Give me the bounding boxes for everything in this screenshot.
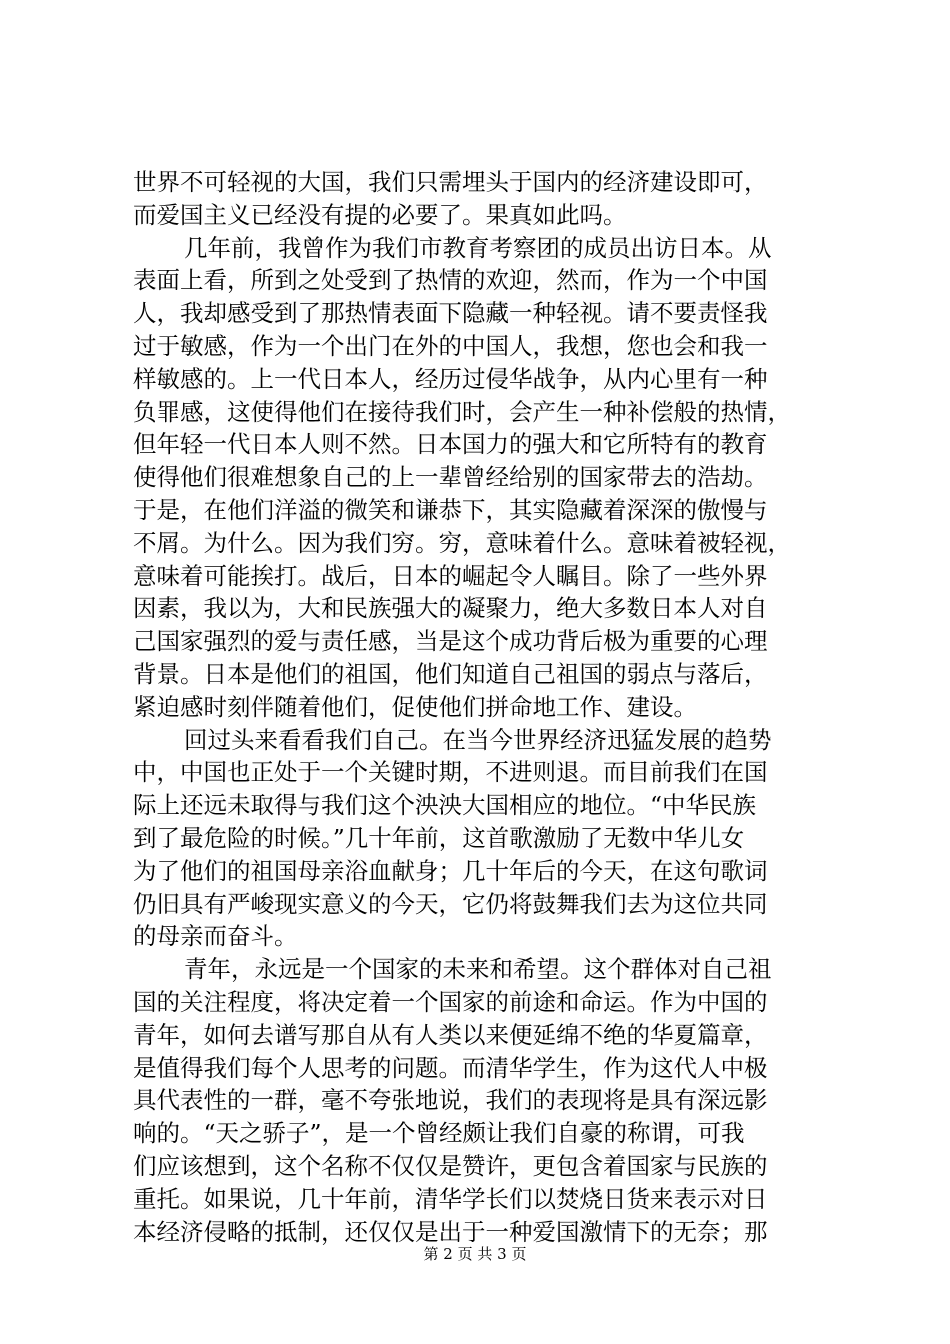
text-line: 因素，我以为，大和民族强大的凝聚力，绝大多数日本人对自 <box>133 594 768 623</box>
text-line: 青年，如何去谱写那自从有人类以来便延绵不绝的华夏篇章， <box>133 1020 768 1049</box>
text-line: 过于敏感，作为一个出门在外的中国人，我想，您也会和我一 <box>133 331 768 360</box>
text-line: 负罪感，这使得他们在接待我们时，会产生一种补偿般的热情， <box>133 397 791 426</box>
text-line: 不屑。为什么。因为我们穷。穷，意味着什么。意味着被轻视， <box>133 528 791 557</box>
body-text <box>133 166 833 1248</box>
text-line: 是值得我们每个人思考的问题。而清华学生，作为这代人中极 <box>133 1053 768 1082</box>
text-line: 为了他们的祖国母亲浴血献身；几十年后的今天，在这句歌词 <box>133 856 768 885</box>
text-line: 使得他们很难想象自己的上一辈曾经给别的国家带去的浩劫。 <box>133 463 768 492</box>
text-line: 仍旧具有严峻现实意义的今天，它仍将鼓舞我们去为这位共同 <box>133 889 768 918</box>
text-line: 青年，永远是一个国家的未来和希望。这个群体对自己祖 <box>184 955 772 984</box>
text-line: 世界不可轻视的大国，我们只需埋头于国内的经济建设即可， <box>133 168 768 196</box>
text-line: 人，我却感受到了那热情表面下隐藏一种轻视。请不要责怪我 <box>133 299 768 328</box>
text-line: 紧迫感时刻伴随着他们，促使他们拼命地工作、建设。 <box>133 692 697 721</box>
text-line: 表面上看，所到之处受到了热情的欢迎，然而，作为一个中国 <box>133 266 768 295</box>
text-line: 的母亲而奋斗。 <box>133 922 298 951</box>
text-line: 本经济侵略的抵制，还仅仅是出于一种爱国激情下的无奈；那 <box>133 1217 768 1246</box>
text-line: 回过头来看看我们自己。在当今世界经济迅猛发展的趋势 <box>184 725 772 754</box>
text-line: 己国家强烈的爱与责任感，当是这个成功背后极为重要的心理 <box>133 627 768 656</box>
text-line: 背景。日本是他们的祖国，他们知道自己祖国的弱点与落后， <box>133 659 768 688</box>
text-line: 到了最危险的时候。”几十年前，这首歌激励了无数中华儿女 <box>133 823 745 852</box>
text-line: 中，中国也正处于一个关键时期，不进则退。而目前我们在国 <box>133 758 768 787</box>
text-line: 重托。如果说，几十年前，清华学长们以焚烧日货来表示对日 <box>133 1184 768 1213</box>
text-line: 意味着可能挨打。战后，日本的崛起令人瞩目。除了一些外界 <box>133 561 768 590</box>
text-line: 国的关注程度，将决定着一个国家的前途和命运。作为中国的 <box>133 987 768 1016</box>
text-line: 响的。“天之骄子”，是一个曾经颇让我们自豪的称谓，可我 <box>133 1119 745 1148</box>
text-line: 具代表性的一群，毫不夸张地说，我们的表现将是具有深远影 <box>133 1086 768 1115</box>
text-line: 而爱国主义已经没有提的必要了。果真如此吗。 <box>133 200 627 229</box>
text-line: 于是，在他们洋溢的微笑和谦恭下，其实隐藏着深深的傲慢与 <box>133 495 768 524</box>
text-line: 几年前，我曾作为我们市教育考察团的成员出访日本。从 <box>184 233 772 262</box>
page-footer: 第 2 页 共 3 页 <box>423 1245 527 1263</box>
text-line: 们应该想到，这个名称不仅仅是赞许，更包含着国家与民族的 <box>133 1151 768 1180</box>
text-line: 样敏感的。上一代日本人，经历过侵华战争，从内心里有一种 <box>133 364 768 393</box>
text-line: 但年轻一代日本人则不然。日本国力的强大和它所特有的教育 <box>133 430 768 459</box>
text-line: 际上还远未取得与我们这个泱泱大国相应的地位。“中华民族 <box>133 791 757 820</box>
